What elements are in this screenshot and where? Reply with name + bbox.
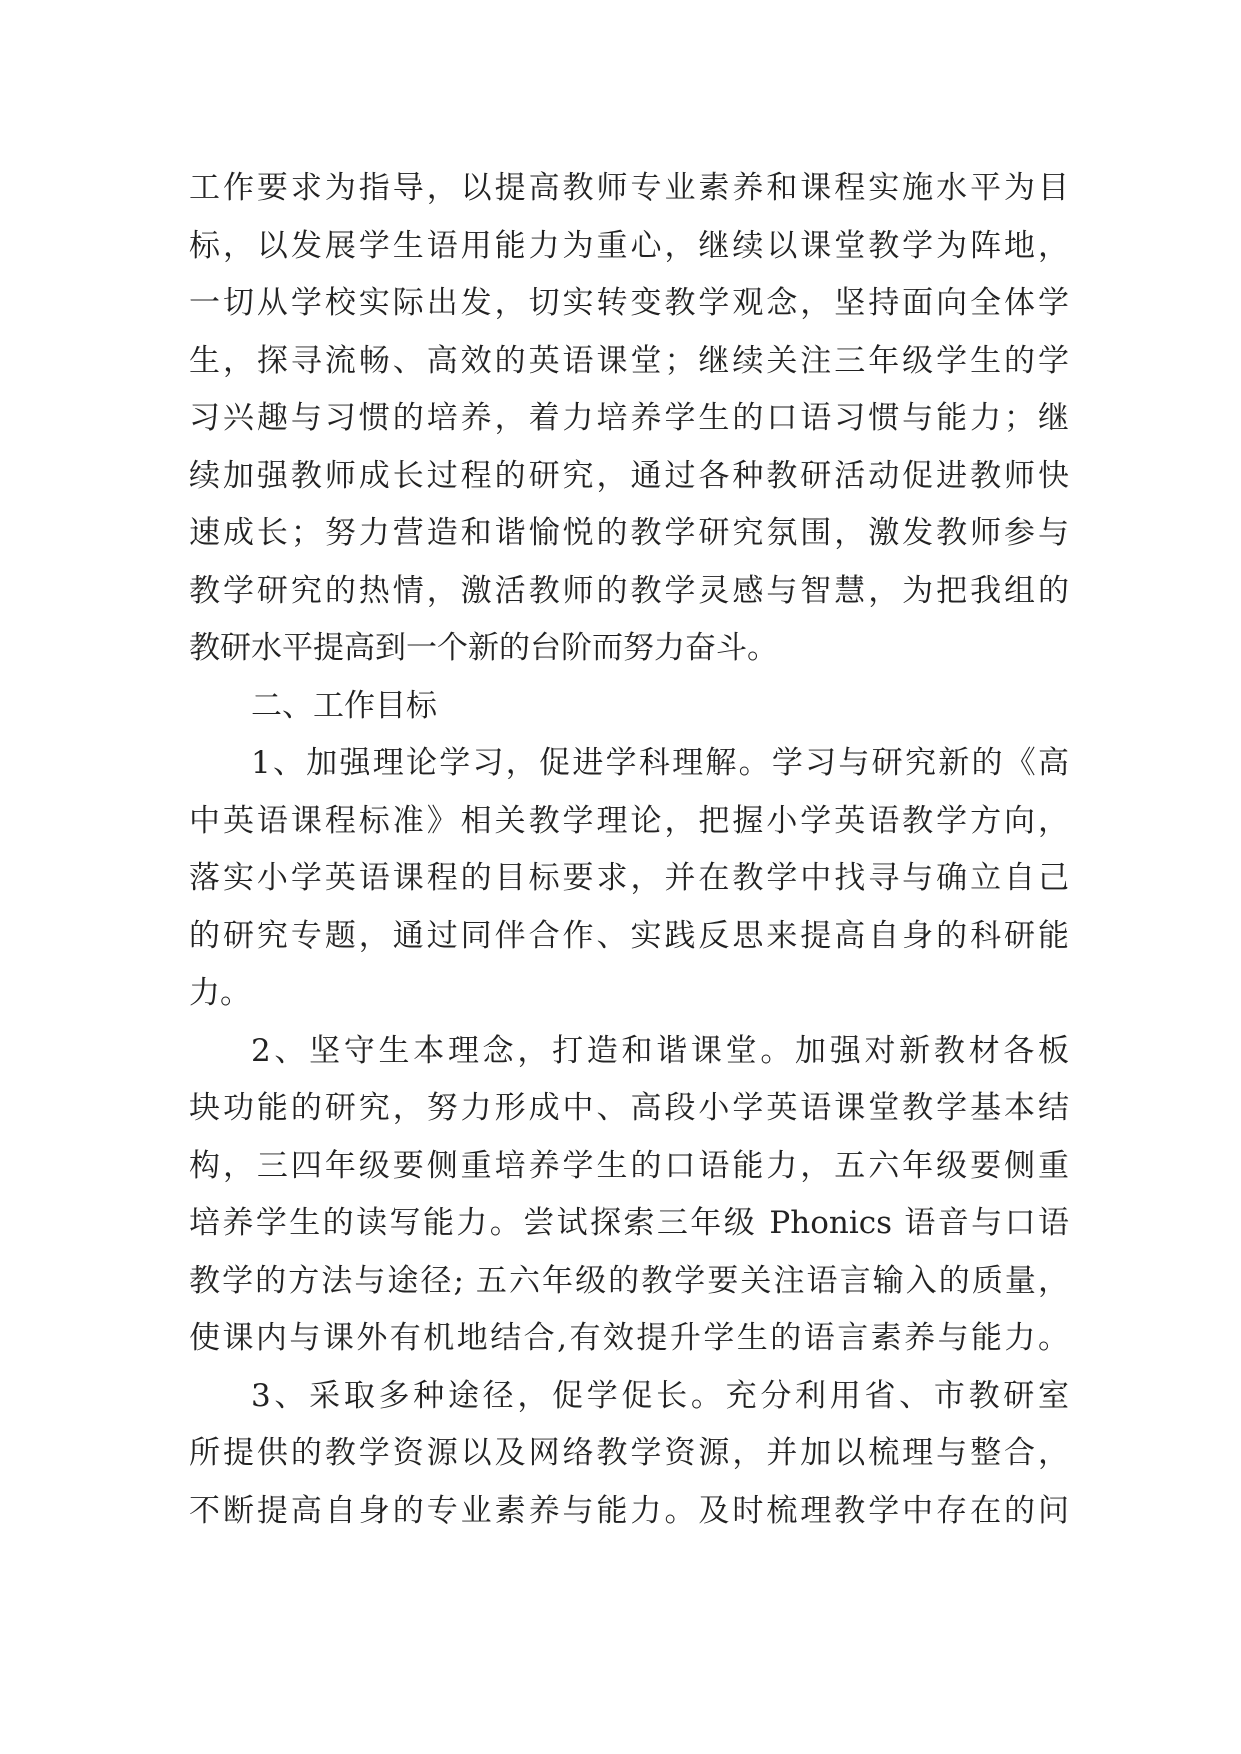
paragraph-line: 3、采取多种途径，促学促长。充分利用省、市教研室 (251, 1377, 1069, 1414)
paragraph-line: 习兴趣与习惯的培养，着力培养学生的口语习惯与能力；继 (189, 400, 1069, 436)
paragraph-line: 中英语课程标准》相关教学理论，把握小学英语教学方向， (189, 802, 1069, 839)
paragraph-line: 速成长；努力营造和谐愉悦的教学研究氛围，激发教师参与 (189, 515, 1069, 551)
paragraph-line: 标，以发展学生语用能力为重心，继续以课堂教学为阵地， (189, 227, 1069, 264)
paragraph-line: 块功能的研究，努力形成中、高段小学英语课堂教学基本结 (189, 1090, 1069, 1126)
document-body (189, 160, 1069, 1540)
paragraph-line: 教学研究的热情，激活教师的教学灵感与智慧，为把我组的 (189, 572, 1069, 609)
paragraph-line: 工作要求为指导，以提高教师专业素养和课程实施水平为目 (189, 170, 1069, 206)
paragraph-line: 培养学生的读写能力。尝试探索三年级 Phonics 语音与口语 (189, 1205, 1069, 1241)
paragraph-line: 续加强教师成长过程的研究，通过各种教研活动促进教师快 (189, 457, 1069, 494)
paragraph-line: 生，探寻流畅、高效的英语课堂；继续关注三年级学生的学 (189, 342, 1069, 379)
paragraph-line: 2、坚守生本理念，打造和谐课堂。加强对新教材各板 (251, 1032, 1069, 1069)
paragraph-line: 使课内与课外有机地结合,有效提升学生的语言素养与能力。 (189, 1320, 1069, 1356)
section-heading: 二、工作目标 (251, 687, 437, 724)
paragraph-line: 1、加强理论学习，促进学科理解。学习与研究新的《高 (251, 745, 1069, 781)
paragraph-line: 教研水平提高到一个新的台阶而努力奋斗。 (189, 630, 778, 666)
paragraph-line: 力。 (189, 975, 251, 1011)
paragraph-line: 构，三四年级要侧重培养学生的口语能力，五六年级要侧重 (189, 1147, 1069, 1184)
paragraph-line: 一切从学校实际出发，切实转变教学观念，坚持面向全体学 (189, 285, 1069, 321)
paragraph-line: 的研究专题，通过同伴合作、实践反思来提高自身的科研能 (189, 917, 1069, 954)
paragraph-line: 所提供的教学资源以及网络教学资源，并加以梳理与整合， (189, 1435, 1069, 1471)
paragraph-line: 落实小学英语课程的目标要求，并在教学中找寻与确立自己 (189, 860, 1069, 896)
paragraph-line: 教学的方法与途径; 五六年级的教学要关注语言输入的质量， (189, 1262, 1069, 1299)
paragraph-line: 不断提高自身的专业素养与能力。及时梳理教学中存在的问 (189, 1492, 1069, 1529)
